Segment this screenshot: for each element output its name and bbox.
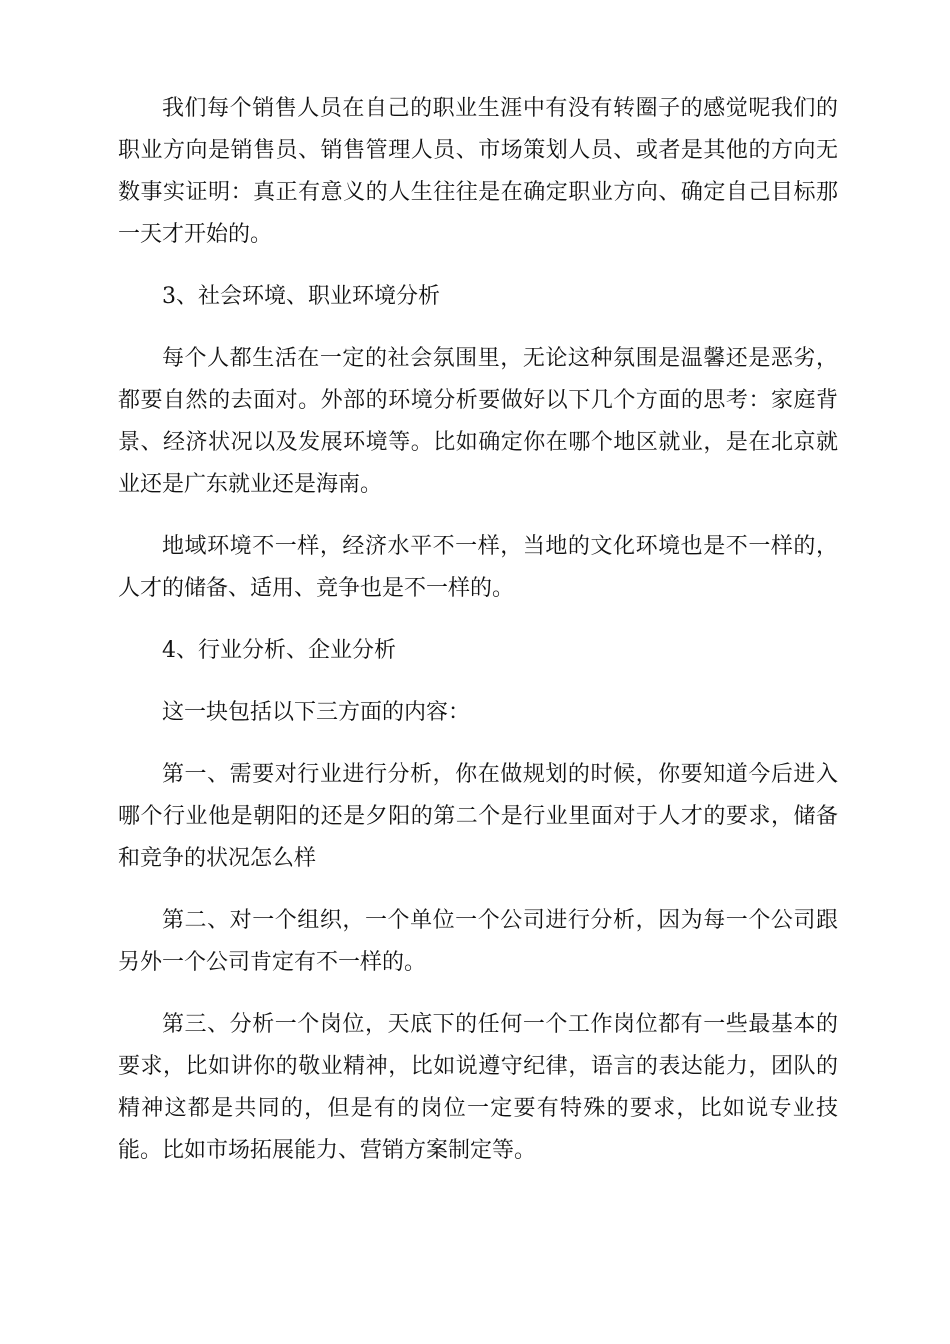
paragraph-second-organization: 第二、对一个组织，一个单位一个公司进行分析，因为每一个公司跟另外一个公司肯定有不一样的。 [118,908,838,975]
paragraph-third-position: 第三、分析一个岗位，天底下的任何一个工作岗位都有一些最基本的要求，比如讲你的敬业精神，比如说遵守纪律，语言的表达能力，团队的精神这都是共同的，但是有的岗位一定要有特殊的要求，比如说专业技能。比如市场拓展能力、营销方案制定等。 [118,1012,838,1163]
document-page [118,88,838,1192]
section-heading-industry-analysis: 4、行业分析、企业分析 [162,638,396,663]
section-heading-environment-analysis: 3、社会环境、职业环境分析 [162,284,440,309]
paragraph-three-aspects-intro: 这一块包括以下三方面的内容： [162,700,471,725]
paragraph-regional-environment: 地域环境不一样，经济水平不一样，当地的文化环境也是不一样的，人才的储备、适用、竞争也是不一样的。 [118,534,838,601]
paragraph-social-environment: 每个人都生活在一定的社会氛围里，无论这种氛围是温馨还是恶劣，都要自然的去面对。外部的环境分析要做好以下几个方面的思考：家庭背景、经济状况以及发展环境等。比如确定你在哪个地区就业，是在北京就业还是广东就业还是海南。 [118,346,838,497]
paragraph-first-industry: 第一、需要对行业进行分析，你在做规划的时候，你要知道今后进入哪个行业他是朝阳的还是夕阳的第二个是行业里面对于人才的要求，储备和竞争的状况怎么样 [118,762,838,871]
paragraph-career-direction: 我们每个销售人员在自己的职业生涯中有没有转圈子的感觉呢我们的职业方向是销售员、销售管理人员、市场策划人员、或者是其他的方向无数事实证明：真正有意义的人生往往是在确定职业方向、确定自己目标那一天才开始的。 [118,96,838,247]
